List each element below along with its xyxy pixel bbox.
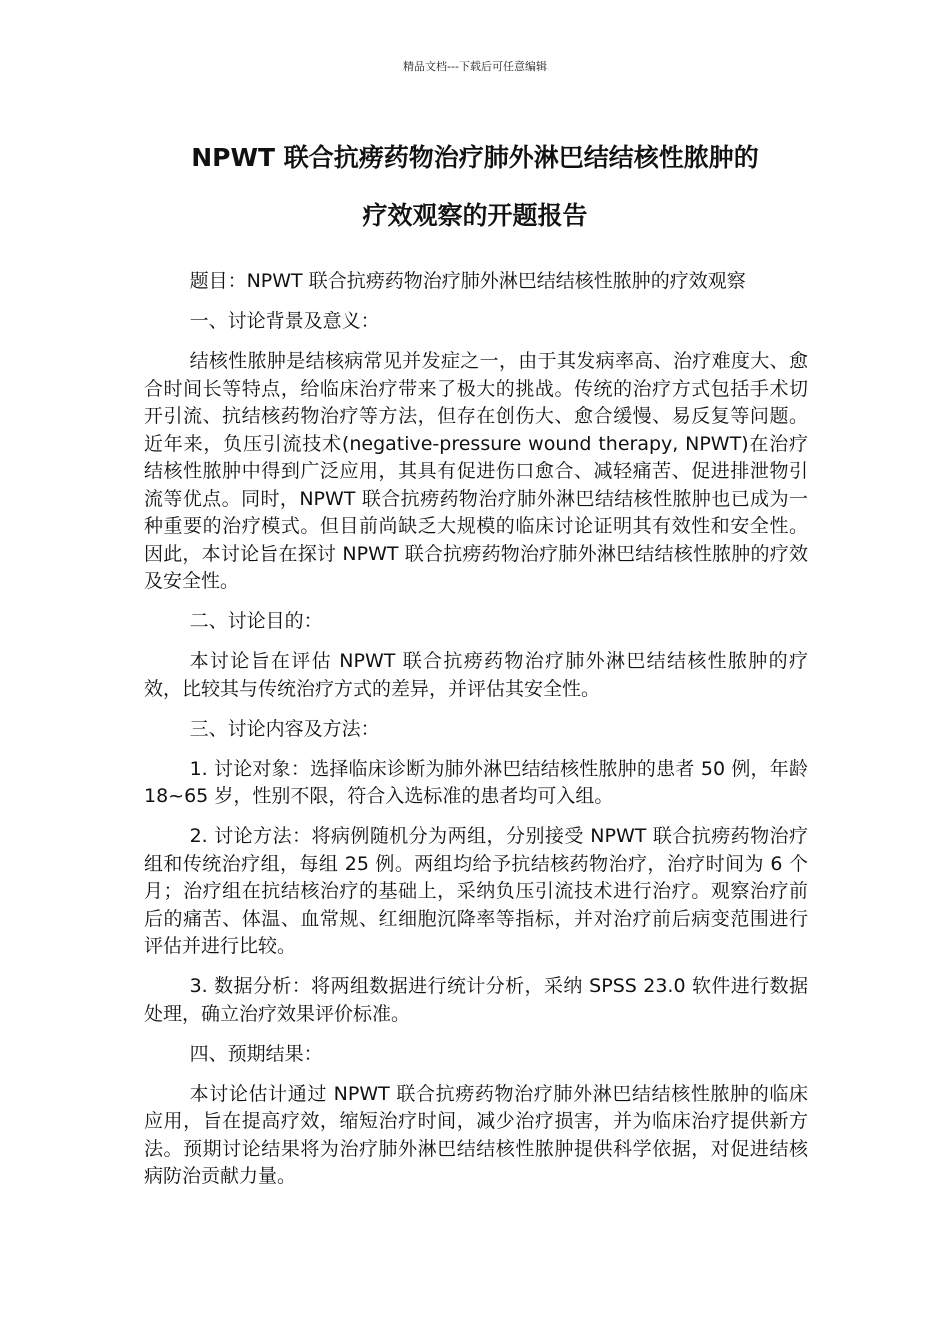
section-heading-purpose: 二、讨论目的： [189, 610, 323, 632]
document-title-line-1: NPWT 联合抗痨药物治疗肺外淋巴结结核性脓肿的 [191, 143, 759, 172]
section-heading-background: 一、讨论背景及意义： [189, 310, 380, 332]
header-note: 精品文档---下载后可任意编辑 [403, 60, 547, 73]
document-body [144, 268, 808, 1203]
section-heading-methods: 三、讨论内容及方法： [189, 717, 380, 740]
results-paragraph: 本讨论估计通过 NPWT 联合抗痨药物治疗肺外淋巴结结核性脓肿的临床应用，旨在提高疗效，缩短治疗时间，减少治疗损害，并为临床治疗提供新方法。预期讨论结果将为治疗肺外淋巴结结核性脓肿提供科学依据，对促进结核病防治贡献力量。 [144, 1082, 808, 1187]
document-title-line-2: 疗效观察的开题报告 [362, 201, 588, 230]
topic-line: 题目：NPWT 联合抗痨药物治疗肺外淋巴结结核性脓肿的疗效观察 [189, 270, 746, 292]
purpose-paragraph: 本讨论旨在评估 NPWT 联合抗痨药物治疗肺外淋巴结结核性脓肿的疗效，比较其与传统治疗方式的差异，并评估其安全性。 [144, 650, 808, 700]
methods-analysis-paragraph: 3. 数据分析：将两组数据进行统计分析，采纳 SPSS 23.0 软件进行数据处理，确立治疗效果评价标准。 [144, 975, 808, 1025]
methods-procedure-paragraph: 2. 讨论方法：将病例随机分为两组，分别接受 NPWT 联合抗痨药物治疗组和传统治疗组，每组 25 例。两组均给予抗结核药物治疗，治疗时间为 6 个月；治疗组在抗结核治疗的基础上，采纳负压引流技术进行治疗。观察治疗前后的痛苦、体温、血常规、红细胞沉降率等指标，并对治疗前后病变范围进行评估并进行比较。 [144, 825, 808, 957]
methods-subjects-paragraph: 1. 讨论对象：选择临床诊断为肺外淋巴结结核性脓肿的患者 50 例，年龄 18~65 岁，性别不限，符合入选标准的患者均可入组。 [144, 757, 808, 807]
background-paragraph: 结核性脓肿是结核病常见并发症之一，由于其发病率高、治疗难度大、愈合时间长等特点，给临床治疗带来了极大的挑战。传统的治疗方式包括手术切开引流、抗结核药物治疗等方法，但存在创伤大、愈合缓慢、易反复等问题。近年来，负压引流技术(negative-pressure wound therapy, NPWT)在治疗结核性脓肿中得到广泛应用，其具有促进伤口愈合、减轻痛苦、促进排泄物引流等优点。同时，NPWT 联合抗痨药物治疗肺外淋巴结结核性脓肿也已成为一种重要的治疗模式。但目前尚缺乏大规模的临床讨论证明其有效性和安全性。因此，本讨论旨在探讨 NPWT 联合抗痨药物治疗肺外淋巴结结核性脓肿的疗效及安全性。 [144, 350, 808, 592]
section-heading-results: 四、预期结果： [189, 1042, 323, 1065]
